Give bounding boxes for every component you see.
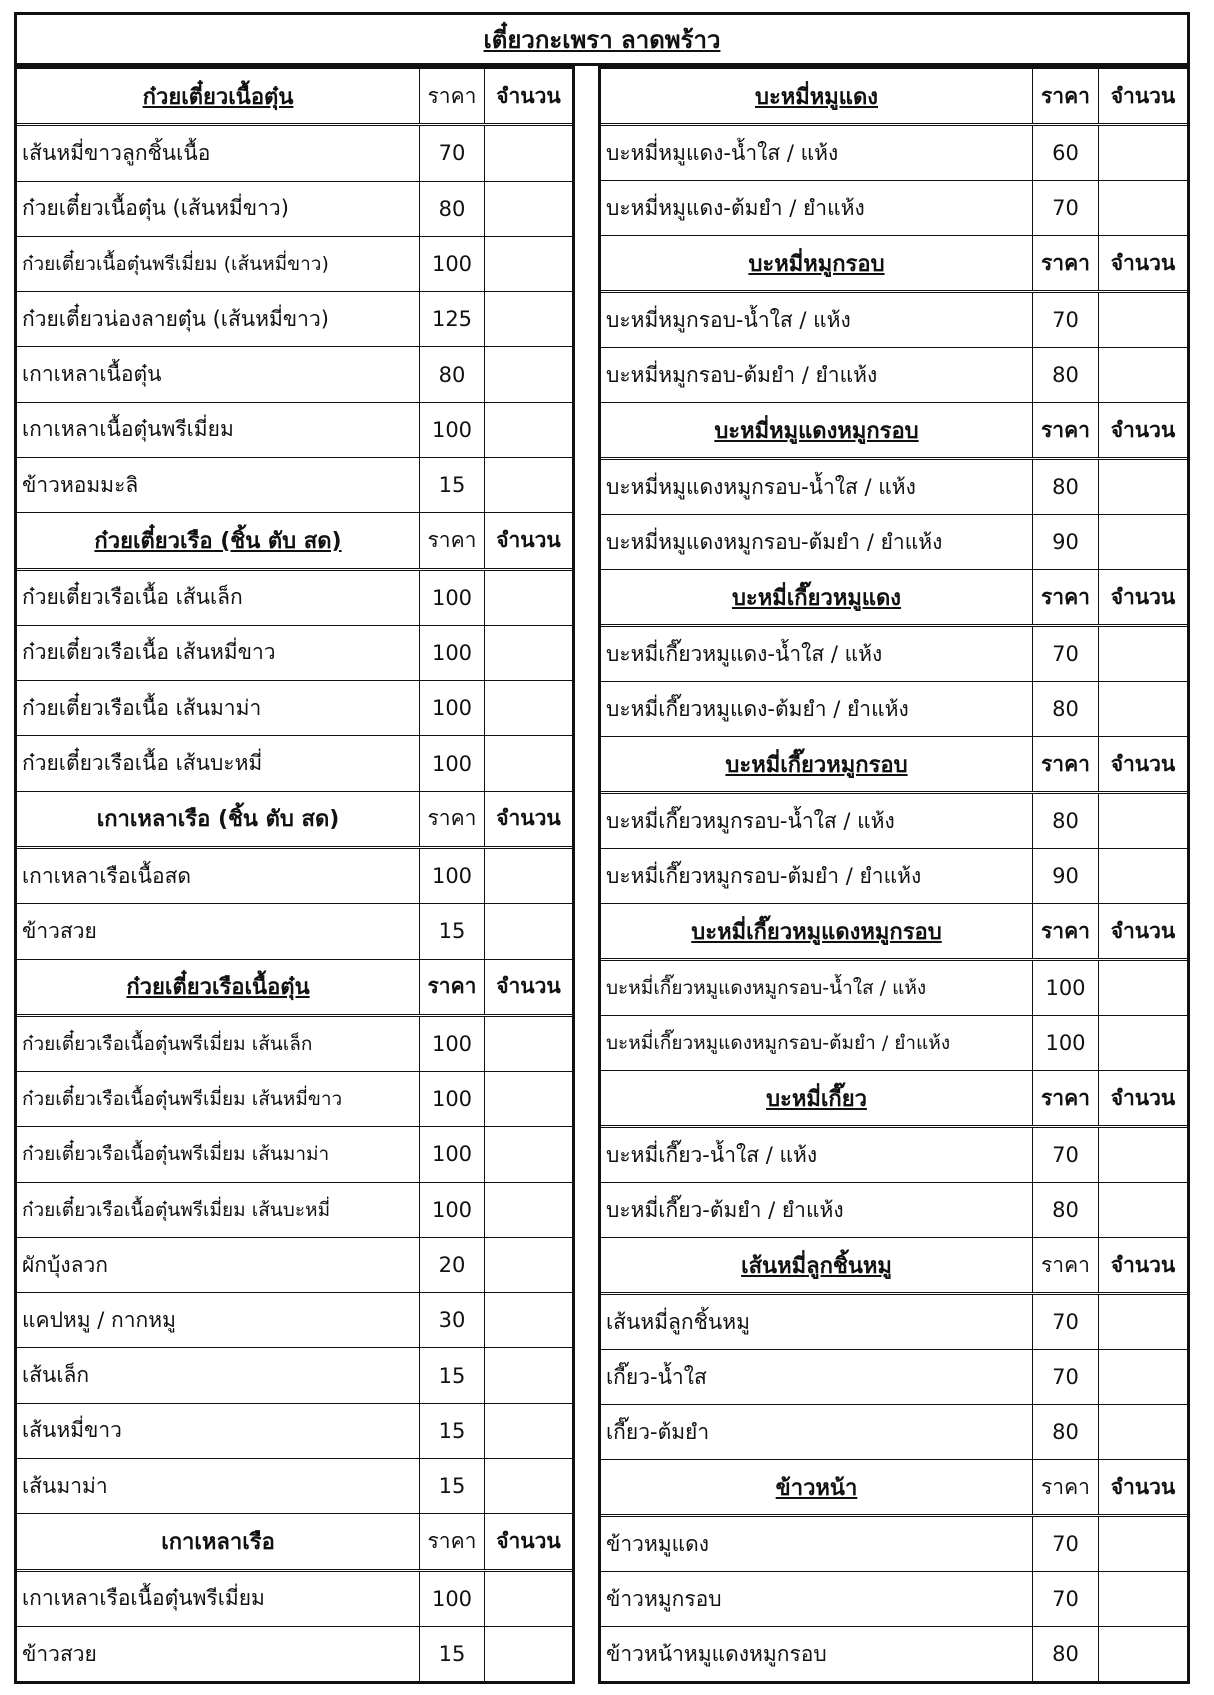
menu-item-price: 15 bbox=[420, 1627, 485, 1681]
section-title bbox=[17, 792, 420, 846]
section-title-text: บะหมี่เกี๊ยว bbox=[766, 1086, 867, 1112]
quantity-cell[interactable] bbox=[485, 571, 572, 625]
section-title bbox=[601, 737, 1033, 791]
menu-item-name: บะหมี่เกี๊ยว-น้ำใส / แห้ง bbox=[601, 1128, 1033, 1182]
quantity-cell[interactable] bbox=[1099, 293, 1187, 347]
quantity-cell[interactable] bbox=[485, 126, 572, 180]
menu-item-price: 100 bbox=[420, 1183, 485, 1237]
menu-item-row bbox=[601, 1350, 1187, 1405]
price-column-header: ราคา bbox=[1033, 69, 1099, 123]
menu-item-row bbox=[17, 347, 572, 402]
quantity-column-header: จำนวน bbox=[496, 974, 561, 999]
menu-item-price: 100 bbox=[420, 1017, 485, 1071]
menu-item-row bbox=[17, 1293, 572, 1348]
section-title bbox=[601, 1071, 1033, 1125]
menu-item-name: ก๋วยเตี๋ยวเนื้อตุ๋นพรีเมี่ยม (เส้นหมี่ขาว) bbox=[17, 237, 420, 291]
quantity-column-header: จำนวน bbox=[1110, 250, 1176, 275]
menu-item-row bbox=[17, 1459, 572, 1514]
menu-item-row bbox=[17, 1404, 572, 1459]
section-title bbox=[601, 570, 1033, 624]
menu-item-name: ก๋วยเตี๋ยวเรือเนื้อ เส้นหมี่ขาว bbox=[17, 626, 420, 680]
menu-item-name: บะหมี่หมูแดง-ต้มยำ / ยำแห้ง bbox=[601, 181, 1033, 235]
menu-item-name: เกาเหลาเรือเนื้อตุ๋นพรีเมี่ยม bbox=[17, 1572, 420, 1626]
quantity-cell[interactable] bbox=[1099, 849, 1187, 903]
menu-item-price: 15 bbox=[420, 1459, 485, 1513]
quantity-cell[interactable] bbox=[485, 626, 572, 680]
menu-item-name: บะหมี่เกี๊ยวหมูแดง-ต้มยำ / ยำแห้ง bbox=[601, 682, 1033, 736]
quantity-cell[interactable] bbox=[1099, 1295, 1187, 1349]
menu-item-row bbox=[601, 126, 1187, 181]
menu-item-name: แคปหมู / กากหมู bbox=[17, 1293, 420, 1347]
quantity-cell[interactable] bbox=[485, 458, 572, 512]
quantity-column-header: จำนวน bbox=[1110, 751, 1176, 776]
menu-title-bar bbox=[14, 12, 1190, 66]
menu-item-name: ผักบุ้งลวก bbox=[17, 1238, 420, 1292]
menu-item-row bbox=[17, 237, 572, 292]
section-header bbox=[17, 1514, 572, 1571]
menu-item-price: 80 bbox=[1033, 348, 1099, 402]
menu-item-row bbox=[17, 904, 572, 959]
menu-item-name: เส้นหมี่ขาวลูกชิ้นเนื้อ bbox=[17, 126, 420, 180]
quantity-cell[interactable] bbox=[1099, 1350, 1187, 1404]
menu-item-name: เส้นหมี่ลูกชิ้นหมู bbox=[601, 1295, 1033, 1349]
section-title-text: เกาเหลาเรือ (ชิ้น ตับ สด) bbox=[96, 807, 340, 833]
menu-item-name: บะหมี่เกี๊ยว-ต้มยำ / ยำแห้ง bbox=[601, 1183, 1033, 1237]
menu-item-price: 100 bbox=[420, 736, 485, 790]
menu-item-price: 30 bbox=[420, 1293, 485, 1347]
section-header bbox=[601, 570, 1187, 627]
menu-item-name: บะหมี่เกี๊ยวหมูแดง-น้ำใส / แห้ง bbox=[601, 627, 1033, 681]
quantity-cell[interactable] bbox=[1099, 961, 1187, 1015]
price-column-header: ราคา bbox=[1033, 737, 1099, 791]
menu-item-row bbox=[17, 571, 572, 626]
menu-item-name: ข้าวหอมมะลิ bbox=[17, 458, 420, 512]
menu-item-price: 80 bbox=[1033, 1627, 1099, 1681]
section-title-text: บะหมี่เกี๊ยวหมูกรอบ bbox=[725, 752, 908, 778]
menu-item-name: ก๋วยเตี๋ยวเรือเนื้อ เส้นเล็ก bbox=[17, 571, 420, 625]
menu-item-price: 125 bbox=[420, 292, 485, 346]
menu-item-name: บะหมี่เกี๊ยวหมูแดงหมูกรอบ-น้ำใส / แห้ง bbox=[601, 961, 1033, 1015]
quantity-cell[interactable] bbox=[1099, 181, 1187, 235]
quantity-column-header: จำนวน bbox=[496, 83, 561, 108]
price-column-header: ราคา bbox=[420, 69, 485, 123]
menu-item-row bbox=[601, 1405, 1187, 1460]
menu-item-name: เกาเหลาเนื้อตุ๋นพรีเมี่ยม bbox=[17, 403, 420, 457]
menu-item-name: บะหมี่หมูแดงหมูกรอบ-ต้มยำ / ยำแห้ง bbox=[601, 515, 1033, 569]
quantity-cell[interactable] bbox=[1099, 1405, 1187, 1459]
quantity-cell[interactable] bbox=[485, 1572, 572, 1626]
quantity-cell[interactable] bbox=[485, 1348, 572, 1402]
menu-item-price: 80 bbox=[1033, 1183, 1099, 1237]
section-header bbox=[17, 792, 572, 849]
menu-item-row bbox=[17, 1183, 572, 1238]
section-title-text: เกาเหลาเรือ bbox=[161, 1529, 275, 1555]
quantity-cell[interactable] bbox=[485, 1627, 572, 1681]
section-header bbox=[17, 69, 572, 126]
menu-item-row bbox=[17, 1072, 572, 1127]
menu-item-row bbox=[601, 181, 1187, 236]
menu-item-price: 100 bbox=[420, 849, 485, 903]
section-title-text: บะหมี่หมูแดงหมูกรอบ bbox=[714, 418, 919, 444]
menu-item-row bbox=[17, 736, 572, 791]
menu-item-price: 100 bbox=[420, 237, 485, 291]
menu-item-name: ข้าวหน้าหมูแดงหมูกรอบ bbox=[601, 1627, 1033, 1681]
menu-item-row bbox=[601, 627, 1187, 682]
menu-item-price: 80 bbox=[420, 182, 485, 236]
section-title-text: ก๋วยเตี๋ยวเนื้อตุ๋น bbox=[142, 84, 294, 110]
menu-item-price: 70 bbox=[1033, 1128, 1099, 1182]
menu-item-price: 70 bbox=[1033, 181, 1099, 235]
menu-item-name: เกี๊ยว-ต้มยำ bbox=[601, 1405, 1033, 1459]
menu-item-price: 90 bbox=[1033, 515, 1099, 569]
price-column-header: ราคา bbox=[1033, 1071, 1099, 1125]
section-header bbox=[601, 904, 1187, 961]
menu-item-row bbox=[17, 182, 572, 237]
quantity-cell[interactable] bbox=[1099, 348, 1187, 402]
price-column-header: ราคา bbox=[1033, 236, 1099, 290]
menu-item-row bbox=[17, 1627, 572, 1681]
menu-item-name: เกี๊ยว-น้ำใส bbox=[601, 1350, 1033, 1404]
quantity-cell[interactable] bbox=[485, 1183, 572, 1237]
menu-item-row bbox=[17, 1238, 572, 1293]
section-title-text: ข้าวหน้า bbox=[775, 1475, 858, 1501]
section-title bbox=[17, 960, 420, 1014]
menu-item-name: ข้าวสวย bbox=[17, 1627, 420, 1681]
menu-item-price: 60 bbox=[1033, 126, 1099, 180]
price-column-header: ราคา bbox=[1033, 904, 1099, 958]
menu-item-price: 100 bbox=[420, 626, 485, 680]
section-title bbox=[601, 1460, 1033, 1514]
menu-item-row bbox=[17, 626, 572, 681]
menu-item-row bbox=[601, 515, 1187, 570]
menu-item-row bbox=[601, 794, 1187, 849]
quantity-column-header: จำนวน bbox=[1110, 83, 1176, 108]
quantity-cell[interactable] bbox=[485, 1459, 572, 1513]
price-column-header: ราคา bbox=[1033, 403, 1099, 457]
quantity-cell[interactable] bbox=[485, 292, 572, 346]
quantity-cell[interactable] bbox=[485, 1017, 572, 1071]
menu-item-price: 70 bbox=[420, 126, 485, 180]
menu-item-price: 70 bbox=[1033, 1350, 1099, 1404]
quantity-cell[interactable] bbox=[485, 681, 572, 735]
menu-item-row bbox=[601, 1572, 1187, 1627]
menu-item-price: 15 bbox=[420, 1348, 485, 1402]
menu-column-right bbox=[598, 66, 1190, 1684]
menu-item-row bbox=[601, 1183, 1187, 1238]
menu-title: เตี๋ยวกะเพรา ลาดพร้าว bbox=[483, 25, 721, 54]
menu-item-row bbox=[17, 292, 572, 347]
menu-item-price: 70 bbox=[1033, 1295, 1099, 1349]
menu-item-price: 100 bbox=[1033, 1016, 1099, 1070]
menu-item-row bbox=[601, 1016, 1187, 1071]
menu-item-name: ก๋วยเตี๋ยวน่องลายตุ๋น (เส้นหมี่ขาว) bbox=[17, 292, 420, 346]
price-column-header: ราคา bbox=[420, 960, 485, 1014]
section-title-text: เส้นหมี่ลูกชิ้นหมู bbox=[741, 1253, 892, 1279]
quantity-column-header: จำนวน bbox=[496, 806, 561, 831]
menu-item-row bbox=[601, 293, 1187, 348]
menu-item-row bbox=[17, 458, 572, 513]
menu-item-name: เกาเหลาเนื้อตุ๋น bbox=[17, 347, 420, 401]
menu-item-name: ข้าวสวย bbox=[17, 904, 420, 958]
quantity-cell[interactable] bbox=[485, 1238, 572, 1292]
quantity-column-header: จำนวน bbox=[1110, 1085, 1176, 1110]
quantity-cell[interactable] bbox=[1099, 627, 1187, 681]
menu-item-price: 100 bbox=[420, 1127, 485, 1181]
quantity-cell[interactable] bbox=[1099, 1128, 1187, 1182]
section-header bbox=[601, 69, 1187, 126]
menu-item-price: 15 bbox=[420, 904, 485, 958]
menu-item-price: 80 bbox=[1033, 794, 1099, 848]
section-header bbox=[601, 1071, 1187, 1128]
section-header bbox=[17, 960, 572, 1017]
menu-item-price: 80 bbox=[1033, 460, 1099, 514]
quantity-cell[interactable] bbox=[485, 1127, 572, 1181]
quantity-column-header: จำนวน bbox=[1110, 918, 1176, 943]
quantity-column-header: จำนวน bbox=[1110, 417, 1176, 442]
price-column-header: ราคา bbox=[1033, 1238, 1099, 1292]
section-title-text: ก๋วยเตี๋ยวเรือเนื้อตุ๋น bbox=[126, 975, 310, 1001]
menu-item-price: 15 bbox=[420, 458, 485, 512]
price-column-header: ราคา bbox=[420, 792, 485, 846]
quantity-cell[interactable] bbox=[485, 736, 572, 790]
menu-item-name: ก๋วยเตี๋ยวเรือเนื้อตุ๋นพรีเมี่ยม เส้นบะหมี่ bbox=[17, 1183, 420, 1237]
section-title bbox=[17, 1514, 420, 1568]
menu-item-row bbox=[601, 1627, 1187, 1681]
menu-item-row bbox=[17, 403, 572, 458]
quantity-cell[interactable] bbox=[485, 347, 572, 401]
menu-item-row bbox=[17, 1017, 572, 1072]
section-header bbox=[601, 737, 1187, 794]
menu-item-price: 70 bbox=[1033, 1517, 1099, 1571]
quantity-cell[interactable] bbox=[1099, 515, 1187, 569]
menu-item-price: 70 bbox=[1033, 1572, 1099, 1626]
price-column-header: ราคา bbox=[1033, 1460, 1099, 1514]
quantity-cell[interactable] bbox=[1099, 1627, 1187, 1681]
section-title-text: ก๋วยเตี๋ยวเรือ (ชิ้น ตับ สด) bbox=[94, 528, 342, 554]
section-title-text: บะหมี่เกี๊ยวหมูแดงหมูกรอบ bbox=[691, 919, 942, 945]
quantity-cell[interactable] bbox=[485, 1404, 572, 1458]
menu-item-price: 70 bbox=[1033, 293, 1099, 347]
menu-item-price: 100 bbox=[420, 681, 485, 735]
menu-item-price: 100 bbox=[420, 1572, 485, 1626]
quantity-cell[interactable] bbox=[1099, 1572, 1187, 1626]
menu-item-row bbox=[17, 1572, 572, 1627]
quantity-cell[interactable] bbox=[1099, 1517, 1187, 1571]
menu-item-name: เส้นเล็ก bbox=[17, 1348, 420, 1402]
section-header bbox=[601, 1460, 1187, 1517]
quantity-cell[interactable] bbox=[485, 849, 572, 903]
menu-item-row bbox=[17, 681, 572, 736]
quantity-cell[interactable] bbox=[485, 1072, 572, 1126]
menu-item-price: 100 bbox=[420, 571, 485, 625]
menu-item-name: ก๋วยเตี๋ยวเรือเนื้อตุ๋นพรีเมี่ยม เส้นมาม่า bbox=[17, 1127, 420, 1181]
menu-item-row bbox=[17, 126, 572, 181]
section-title-text: บะหมี่เกี๊ยวหมูแดง bbox=[731, 585, 902, 611]
menu-item-name: บะหมี่เกี๊ยวหมูกรอบ-น้ำใส / แห้ง bbox=[601, 794, 1033, 848]
quantity-cell[interactable] bbox=[1099, 682, 1187, 736]
menu-item-price: 15 bbox=[420, 1404, 485, 1458]
section-title bbox=[601, 69, 1033, 123]
section-header bbox=[17, 513, 572, 570]
menu-item-name: บะหมี่เกี๊ยวหมูกรอบ-ต้มยำ / ยำแห้ง bbox=[601, 849, 1033, 903]
section-title bbox=[601, 236, 1033, 290]
quantity-cell[interactable] bbox=[485, 403, 572, 457]
menu-item-price: 100 bbox=[420, 1072, 485, 1126]
section-header bbox=[601, 1238, 1187, 1295]
quantity-cell[interactable] bbox=[1099, 126, 1187, 180]
price-column-header: ราคา bbox=[420, 1514, 485, 1568]
menu-item-name: เส้นมาม่า bbox=[17, 1459, 420, 1513]
quantity-column-header: จำนวน bbox=[496, 527, 561, 552]
menu-item-name: ข้าวหมูแดง bbox=[601, 1517, 1033, 1571]
menu-item-price: 20 bbox=[420, 1238, 485, 1292]
menu-item-price: 80 bbox=[1033, 1405, 1099, 1459]
section-title bbox=[601, 1238, 1033, 1292]
menu-item-row bbox=[17, 1348, 572, 1403]
menu-item-name: ก๋วยเตี๋ยวเนื้อตุ๋น (เส้นหมี่ขาว) bbox=[17, 182, 420, 236]
menu-item-name: บะหมี่หมูกรอบ-ต้มยำ / ยำแห้ง bbox=[601, 348, 1033, 402]
menu-item-row bbox=[601, 460, 1187, 515]
quantity-column-header: จำนวน bbox=[496, 1528, 561, 1553]
quantity-cell[interactable] bbox=[485, 904, 572, 958]
quantity-column-header: จำนวน bbox=[1110, 584, 1176, 609]
menu-item-price: 90 bbox=[1033, 849, 1099, 903]
quantity-column-header: จำนวน bbox=[1110, 1252, 1176, 1277]
menu-item-price: 70 bbox=[1033, 627, 1099, 681]
menu-item-row bbox=[601, 682, 1187, 737]
menu-item-row bbox=[601, 348, 1187, 403]
section-title bbox=[601, 904, 1033, 958]
section-title bbox=[17, 513, 420, 567]
quantity-cell[interactable] bbox=[1099, 460, 1187, 514]
quantity-cell[interactable] bbox=[485, 237, 572, 291]
menu-item-name: เส้นหมี่ขาว bbox=[17, 1404, 420, 1458]
quantity-cell[interactable] bbox=[1099, 1183, 1187, 1237]
menu-item-row bbox=[601, 1295, 1187, 1350]
quantity-cell[interactable] bbox=[485, 182, 572, 236]
menu-item-row bbox=[601, 1517, 1187, 1572]
menu-item-name: ข้าวหมูกรอบ bbox=[601, 1572, 1033, 1626]
price-column-header: ราคา bbox=[420, 513, 485, 567]
menu-item-row bbox=[17, 849, 572, 904]
menu-item-price: 80 bbox=[420, 347, 485, 401]
menu-item-name: ก๋วยเตี๋ยวเรือเนื้อ เส้นบะหมี่ bbox=[17, 736, 420, 790]
section-header bbox=[601, 236, 1187, 293]
quantity-column-header: จำนวน bbox=[1110, 1474, 1176, 1499]
price-column-header: ราคา bbox=[1033, 570, 1099, 624]
menu-item-name: ก๋วยเตี๋ยวเรือเนื้อ เส้นมาม่า bbox=[17, 681, 420, 735]
section-title bbox=[17, 69, 420, 123]
menu-column-left bbox=[14, 66, 575, 1684]
quantity-cell[interactable] bbox=[1099, 1016, 1187, 1070]
menu-item-price: 100 bbox=[1033, 961, 1099, 1015]
menu-item-row bbox=[601, 961, 1187, 1016]
menu-item-row bbox=[601, 849, 1187, 904]
menu-item-row bbox=[17, 1127, 572, 1182]
menu-item-name: บะหมี่เกี๊ยวหมูแดงหมูกรอบ-ต้มยำ / ยำแห้ง bbox=[601, 1016, 1033, 1070]
menu-item-name: บะหมี่หมูแดงหมูกรอบ-น้ำใส / แห้ง bbox=[601, 460, 1033, 514]
quantity-cell[interactable] bbox=[485, 1293, 572, 1347]
menu-item-name: ก๋วยเตี๋ยวเรือเนื้อตุ๋นพรีเมี่ยม เส้นหมี่ขาว bbox=[17, 1072, 420, 1126]
section-title-text: บะหมี่หมูกรอบ bbox=[748, 251, 885, 277]
section-title bbox=[601, 403, 1033, 457]
section-title-text: บะหมี่หมูแดง bbox=[755, 84, 878, 110]
menu-item-name: บะหมี่หมูกรอบ-น้ำใส / แห้ง bbox=[601, 293, 1033, 347]
menu-item-name: บะหมี่หมูแดง-น้ำใส / แห้ง bbox=[601, 126, 1033, 180]
quantity-cell[interactable] bbox=[1099, 794, 1187, 848]
menu-item-name: ก๋วยเตี๋ยวเรือเนื้อตุ๋นพรีเมี่ยม เส้นเล็ก bbox=[17, 1017, 420, 1071]
menu-item-name: เกาเหลาเรือเนื้อสด bbox=[17, 849, 420, 903]
menu-item-price: 100 bbox=[420, 403, 485, 457]
menu-item-price: 80 bbox=[1033, 682, 1099, 736]
menu-item-row bbox=[601, 1128, 1187, 1183]
section-header bbox=[601, 403, 1187, 460]
